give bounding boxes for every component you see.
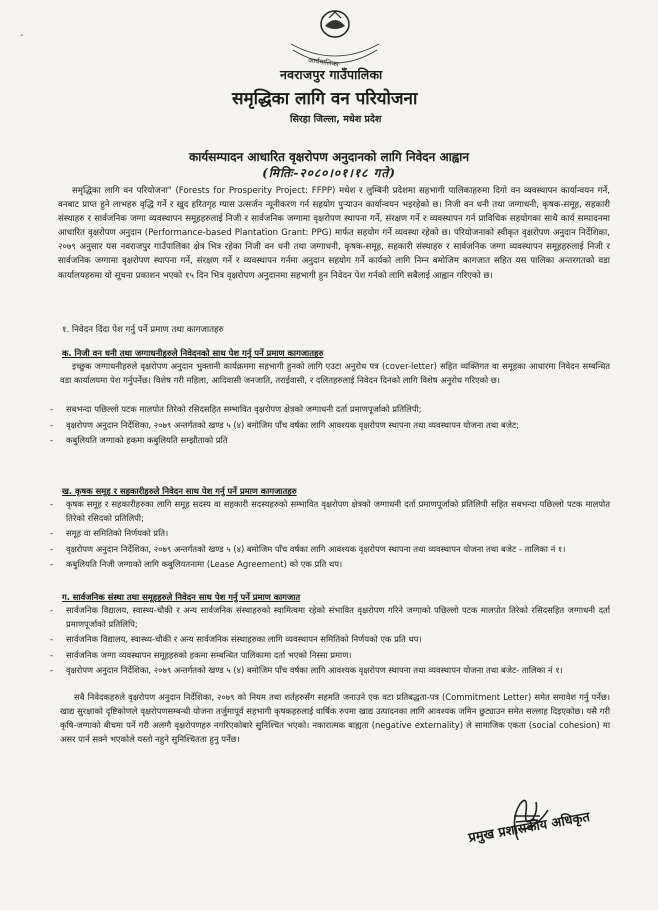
list-item: - सार्वजनिक विद्यालय, स्वास्थ्य-चौकी र अन्य सार्वजनिक संस्थाहरुको स्वामित्वमा रहेको संभावित वृक्षरोपण गरिने जग्गाको पछिल्लो पटक मालपोत तिरेको रसिदसहित जग्गाधनी दर्ता प्रमाणपूर्जाको प्रतिलिपि; <box>50 604 610 631</box>
subsection-a-heading: क. निजी वन धनी तथा जग्गाधनीहरुले निवेदनको साथ पेश गर्नु पर्ने प्रमाण कागजातहरु <box>62 348 324 358</box>
subsection-b-list <box>50 498 610 574</box>
location: सिरहा जिल्ला, मधेश प्रदेश <box>290 114 382 125</box>
list-item: - सार्वजनिक जग्गा व्यवस्थापन समूहहरुको हकमा सम्बन्धित पालिकामा दर्ता भएको निस्सा प्रमाण। <box>50 649 610 663</box>
project-name: समृद्धिका लागि वन परियोजना <box>232 89 418 109</box>
subsection-c-heading: ग. सार्वजनिक संस्था तथा समूहहरुले निवेदन साथ पेश गर्नु पर्ने प्रमाण कागजात <box>62 592 301 602</box>
date-text: (मितिः-२०८०।०१।१८ गते) <box>262 166 396 180</box>
closing-paragraph: सबै निवेदकहरुले वृक्षरोपण अनुदान निर्देशिका, २०७९ को नियम तथा शर्तहरुसँग सहमति जनाउने एक वटा प्रतिबद्धता-पत्र (Commitment Letter) समेत समावेश गर्नु पर्नेछ। खाद्य सुरक्षाको दृष्टिकोणले वृक्षरोपणसम्बन्धी योजना तर्जुमापूर्व सहभागी कृषकहरुलाई वार्षिक रुपमा खाद्य उत्पादनका लागि आवश्यक जमिन छुट्याउन समेत सल्लाह दिइएकोछ। यसै गरी कृषि-जग्गाको बीचमा पर्ने गरी अलग्गै वृक्षरोपणहरु नगरिएकोबारे सुनिश्चित भएको। नकारात्मक बाह्यता (negative externality) ले सामाजिक एकता (social cohesion) मा असर पार्न सक्ने भएकोले यस्तो नहुने सुनिश्चितता हुनु पर्नेछ। <box>60 692 610 744</box>
list-item: - समूह वा समितिको निर्णयको प्रति। <box>50 527 610 541</box>
section-heading: १. निवेदन दिंदा पेश गर्नु पर्ने प्रमाण तथा कागजातहरु <box>62 325 224 335</box>
svg-text:कार्यपालिका: कार्यपालिका <box>307 56 340 69</box>
notice-title: कार्यसम्पादन आधारित वृक्षरोपण अनुदानको लागि निवेदन आह्वान <box>188 150 470 164</box>
list-item: - सार्वजनिक विद्यालय, स्वास्थ्य-चौकी र अन्य सार्वजनिक संस्थाहरुका लागि व्यवस्थापन समितिको निर्णयको एक प्रति थप। <box>50 633 610 647</box>
list-item: - कबुलियति जग्गाको हकमा कबुलियति सम्झौताको प्रति <box>50 434 610 448</box>
subsection-a-list <box>50 403 610 450</box>
subsection-b-heading: ख. कृषक समूह र सहकारीहरुले निवेदन साथ पेश गर्नु पर्ने प्रमाण कागजातहरु <box>62 486 297 496</box>
list-item: - सबभन्दा पछिल्लो पटक मालपोत तिरेको रसिदसहित सम्भावित वृक्षरोपण क्षेत्रको जग्गाधनी दर्ता प्रमाणपूर्जाको प्रतिलिपी; <box>50 403 610 417</box>
list-item: - वृक्षरोपण अनुदान निर्देशिका, २०७९ अन्तर्गतको खण्ड ५ (४) बमोजिम पाँच वर्षका लागि आवश्यक वृक्षरोपण स्थापना तथा व्यवस्थापन योजना तथा बजेट - तालिका नं १। <box>50 543 610 557</box>
list-item: - वृक्षरोपण अनुदान निर्देशिका, २०७९ अन्तर्गतको खण्ड ५ (४) बमोजिम पाँच वर्षका लागि आवश्यक वृक्षरोपण स्थापना तथा व्यवस्थापन योजना तथा बजेट- तालिका नं १। <box>50 664 610 678</box>
list-item: - वृक्षरोपण अनुदान निर्देशिका, २०७९ अन्तर्गतको खण्ड ५ (४) बमोजिम पाँच वर्षका लागि आवश्यक वृक्षरोपण स्थापना तथा व्यवस्थापन योजना तथा बजेट; <box>50 419 610 433</box>
subsection-c-list <box>50 604 610 680</box>
subsection-a-paragraph: इच्छुक जग्गाधनीहरुले वृक्षरोपण अनुदान भुक्तानी कार्यक्रममा सहभागी हुनको लागि एउटा अनुरोध पत्र (cover-letter) सहित व्यक्तिगत वा समूहका आधारमा निवेदन सम्बन्धित वडा कार्यालयमा पेश गर्नुपर्नेछ। विशेष गरी महिला, आदिवासी जनजाति, तराईवासी, र दलितहरुलाई निवेदन दिनको लागि विशेष अनुरोध गरिएको छ। <box>60 361 610 385</box>
corner-mark: - <box>20 30 24 41</box>
signatory-title: प्रमुख प्रशासकीय अधिकृत <box>467 809 591 846</box>
notice-date <box>0 164 658 181</box>
list-item: - कबुलियति निजी जग्गाको लागि कबुलियतनामा (Lease Agreement) को एक प्रति थप। <box>50 558 610 572</box>
intro-paragraph: समृद्धिका लागि वन परियोजना" (Forests for Prosperity Project: FFPP) मधेश र लुम्बिनी प्रदेशमा सहभागी पालिकाहरुमा दिगो वन व्यवस्थापन कार्यान्वयन गर्ने, वनबाट प्राप्त हुने लाभहरु वृद्धि गर्ने र खुद हरितगृह ग्यास उत्सर्जन न्यूनीकरण गर्न सहयोग पुऱ्याउन कार्यान्वयन भइरहेको छ। निजी वन धनी तथा जग्गाधनी, कृषक-समूह, सहकारी संस्थाहरु र सार्वजनिक जग्गा व्यवस्थापन समूहहरुलाई निजी र सार्वजनिक जग्गामा वृक्षरोपण स्थापना गर्ने, संरक्षण गर्ने र व्यवस्थापन गर्न प्राविधिक सहयोगका साथै कार्य सम्पादनमा आधारित वृक्षरोपण अनुदान (Performance-based Plantation Grant: PPG) मार्फत सहयोग गर्ने व्यवस्था रहेको छ। परियोजनाको स्वीकृत वृक्षरोपण अनुदान निर्देशिका, २०७९ अनुसार यस नवराजपुर गाउँपालिका क्षेत्र भित्र रहेका निजी वन धनी तथा जग्गाधनी, कृषक-समूह, सहकारी संस्थाहरु र सार्वजनिक जग्गा व्यवस्थापन समूहहरुलाई निजी र सार्वजनिक जग्गामा वृक्षरोपण स्थापना गर्ने, संरक्षण गर्ने र व्यवस्थापन गर्नमा अनुदान सहयोग गर्ने कार्यको लागि निम्न बमोजिम कागजात सहित यस पालिका अन्तरगतको वडा कार्यालयहरुमा यो सूचना प्रकाशन भएको १५ दिन भित्र वृक्षरोपण अनुदानमा सहभागी हुन निवेदन पेश गर्नको लागि सबैलाई आह्वान गरिएको छ। <box>58 186 610 281</box>
list-item: - कृषक समूह र सहकारीहरुका लागि समूह सदस्य वा सहकारी सदस्यहरुको सम्भावित वृक्षरोपण क्षेत्रको जग्गाधनी दर्ता प्रमाणपूर्जाको प्रतिलिपी सहित सबभन्दा पछिल्लो पटक मालपोत तिरेको रसिदको प्रतिलिपी; <box>50 498 610 525</box>
municipality-name: नवराजपुर गाउँपालिका <box>280 67 383 82</box>
